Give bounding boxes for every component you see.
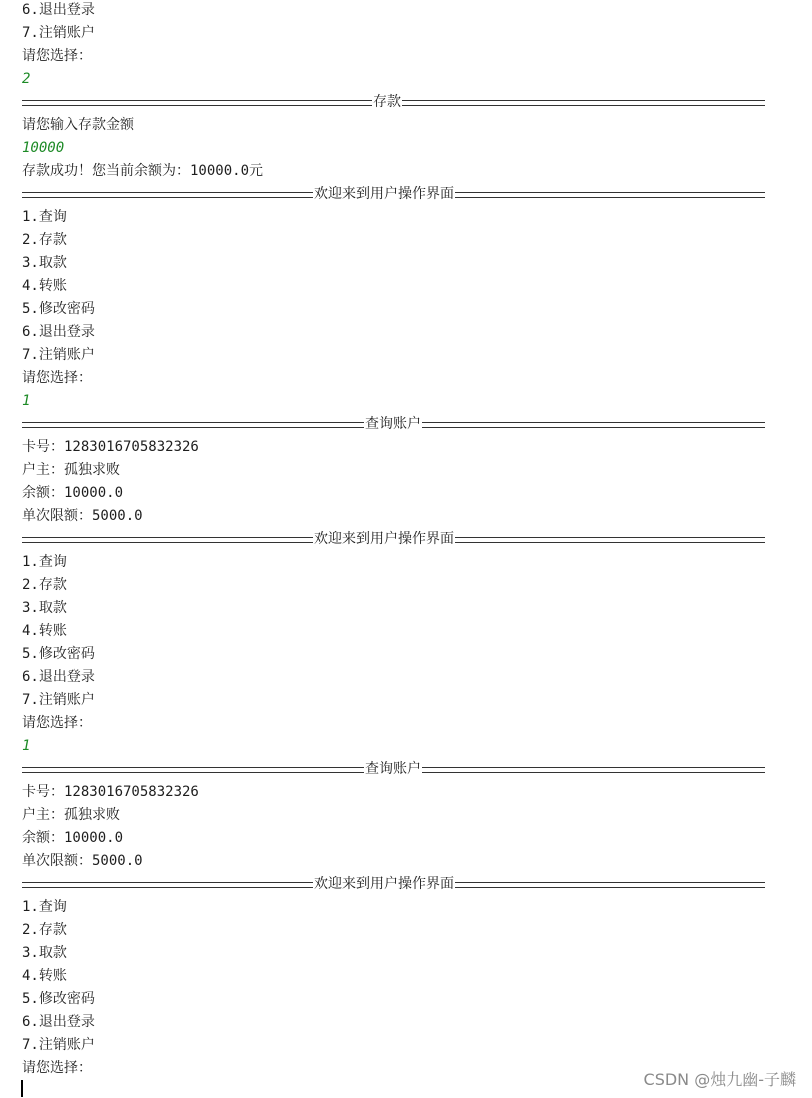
section-separator: [22, 528, 765, 550]
console-line: 1.查询: [22, 554, 67, 570]
console-line: 请您选择：: [22, 715, 92, 731]
console-line: 2.存款: [22, 232, 67, 248]
console-line: 请您输入存款金额: [22, 117, 134, 133]
console-line: 7.注销账户: [22, 692, 95, 708]
console-line: 单次限额：5000.0: [22, 853, 143, 869]
console-line: 3.取款: [22, 945, 67, 961]
console-line: 卡号：1283016705832326: [22, 784, 199, 800]
console-line: 3.取款: [22, 600, 67, 616]
separator-title: 查询账户: [364, 413, 422, 435]
console-line: 7.注销账户: [22, 1037, 95, 1053]
console-line: 单次限额：5000.0: [22, 508, 143, 524]
console-line: 5.修改密码: [22, 646, 95, 662]
section-separator: [22, 91, 765, 113]
console-line: 存款成功！您当前余额为：10000.0元: [22, 163, 264, 179]
console-line: 2.存款: [22, 577, 67, 593]
console-line: 请您选择：: [22, 48, 92, 64]
console-line: 请您选择：: [22, 370, 92, 386]
separator-title: 欢迎来到用户操作界面: [313, 528, 455, 550]
console-line: 4.转账: [22, 968, 67, 984]
user-input-line: 1: [22, 738, 31, 754]
text-cursor: [21, 1080, 23, 1097]
user-input-line: 2: [22, 71, 31, 87]
console-line: 6.退出登录: [22, 1014, 95, 1030]
console-line: 请您选择：: [22, 1060, 92, 1076]
console-line: 6.退出登录: [22, 324, 95, 340]
separator-title: 欢迎来到用户操作界面: [313, 183, 455, 205]
console-line: 3.取款: [22, 255, 67, 271]
section-separator: [22, 758, 765, 780]
separator-title: 查询账户: [364, 758, 422, 780]
user-input-line: 1: [22, 393, 31, 409]
console-line: 7.注销账户: [22, 25, 95, 41]
console-line: 5.修改密码: [22, 991, 95, 1007]
console-line: 户主：孤独求败: [22, 807, 120, 823]
console-line: 2.存款: [22, 922, 67, 938]
console-line: 余额：10000.0: [22, 485, 124, 501]
console-line: 5.修改密码: [22, 301, 95, 317]
separator-title: 存款: [372, 91, 402, 113]
csdn-watermark: CSDN @烛九幽-子麟: [643, 1070, 796, 1089]
console-line: 4.转账: [22, 278, 67, 294]
section-separator: [22, 183, 765, 205]
console-line: 户主：孤独求败: [22, 462, 120, 478]
console-line: 6.退出登录: [22, 2, 95, 18]
separator-title: 欢迎来到用户操作界面: [313, 873, 455, 895]
console-line: 6.退出登录: [22, 669, 95, 685]
console-line: 卡号：1283016705832326: [22, 439, 199, 455]
user-input-line: 10000: [22, 140, 65, 156]
console-line: 7.注销账户: [22, 347, 95, 363]
console-line: 1.查询: [22, 899, 67, 915]
console-line: 余额：10000.0: [22, 830, 124, 846]
section-separator: [22, 873, 765, 895]
console-line: 1.查询: [22, 209, 67, 225]
console-line: 4.转账: [22, 623, 67, 639]
section-separator: [22, 413, 765, 435]
